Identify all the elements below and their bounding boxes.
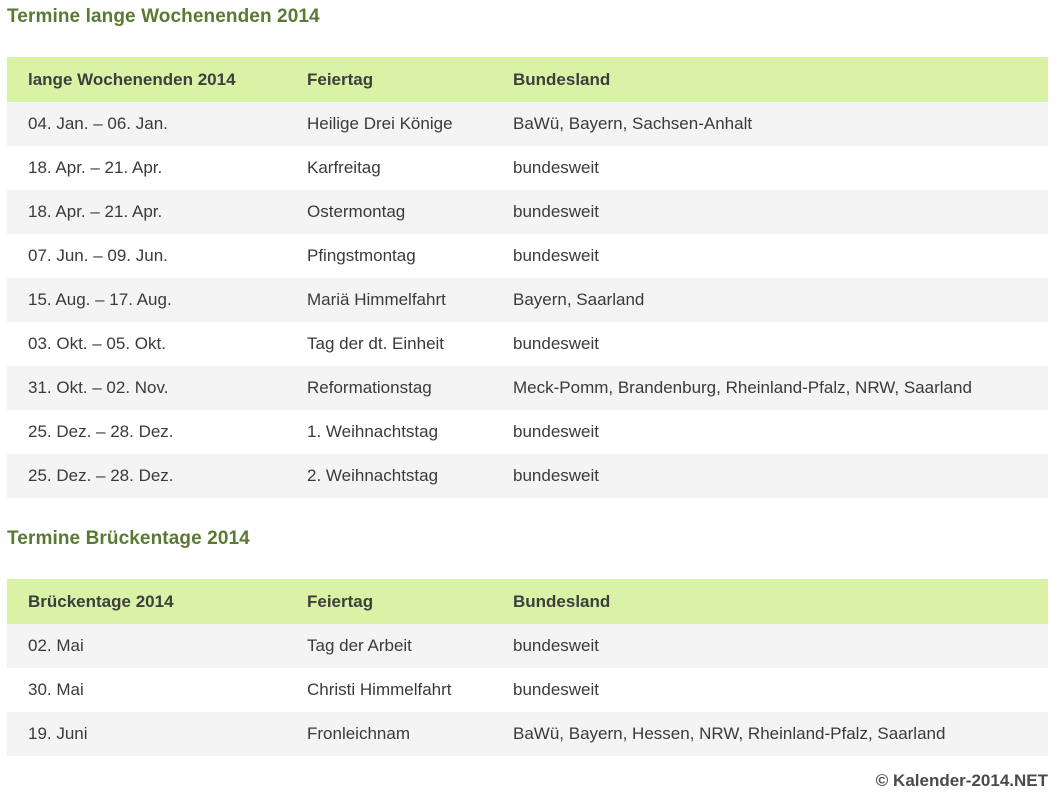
cell-holiday: Fronleichnam	[286, 712, 492, 756]
cell-period: 25. Dez. – 28. Dez.	[7, 454, 286, 498]
cell-state: bundesweit	[492, 234, 1048, 278]
table-row	[7, 454, 1048, 498]
cell-holiday: Tag der Arbeit	[286, 624, 492, 668]
cell-period: 19. Juni	[7, 712, 286, 756]
table-header-row	[7, 579, 1048, 624]
cell-period: 03. Okt. – 05. Okt.	[7, 322, 286, 366]
table-row	[7, 190, 1048, 234]
table-row	[7, 146, 1048, 190]
cell-state: Meck-Pomm, Brandenburg, Rheinland-Pfalz, NRW, Saarland	[492, 366, 1048, 410]
cell-state: bundesweit	[492, 410, 1048, 454]
cell-state: bundesweit	[492, 454, 1048, 498]
cell-holiday: Reformationstag	[286, 366, 492, 410]
cell-holiday: Heilige Drei Könige	[286, 102, 492, 146]
column-header-holiday: Feiertag	[286, 579, 492, 624]
section-title-long-weekends: Termine lange Wochenenden 2014	[7, 6, 320, 27]
column-header-state: Bundesland	[492, 57, 1048, 102]
cell-state: bundesweit	[492, 668, 1048, 712]
bridge-days-table	[7, 579, 1048, 756]
table-row	[7, 410, 1048, 454]
cell-period: 30. Mai	[7, 668, 286, 712]
long-weekends-table	[7, 57, 1048, 498]
cell-period: 07. Jun. – 09. Jun.	[7, 234, 286, 278]
cell-state: bundesweit	[492, 146, 1048, 190]
cell-state: BaWü, Bayern, Sachsen-Anhalt	[492, 102, 1048, 146]
table-row	[7, 366, 1048, 410]
column-header-period: lange Wochenenden 2014	[7, 57, 286, 102]
cell-period: 04. Jan. – 06. Jan.	[7, 102, 286, 146]
table-row	[7, 624, 1048, 668]
cell-holiday: Tag der dt. Einheit	[286, 322, 492, 366]
cell-state: bundesweit	[492, 624, 1048, 668]
cell-holiday: Mariä Himmelfahrt	[286, 278, 492, 322]
cell-state: bundesweit	[492, 190, 1048, 234]
cell-holiday: Christi Himmelfahrt	[286, 668, 492, 712]
column-header-holiday: Feiertag	[286, 57, 492, 102]
table-row	[7, 712, 1048, 756]
copyright-credit: © Kalender-2014.NET	[875, 771, 1048, 790]
cell-period: 31. Okt. – 02. Nov.	[7, 366, 286, 410]
cell-holiday: Ostermontag	[286, 190, 492, 234]
table-row	[7, 278, 1048, 322]
table-row	[7, 102, 1048, 146]
bridge-days-table-body	[7, 624, 1048, 756]
cell-holiday: Karfreitag	[286, 146, 492, 190]
cell-state: bundesweit	[492, 322, 1048, 366]
cell-state: Bayern, Saarland	[492, 278, 1048, 322]
cell-holiday: 1. Weihnachtstag	[286, 410, 492, 454]
cell-holiday: 2. Weihnachtstag	[286, 454, 492, 498]
section-title-bridge-days: Termine Brückentage 2014	[7, 528, 250, 549]
table-row	[7, 322, 1048, 366]
cell-period: 18. Apr. – 21. Apr.	[7, 146, 286, 190]
table-row	[7, 234, 1048, 278]
cell-period: 02. Mai	[7, 624, 286, 668]
table-header-row	[7, 57, 1048, 102]
long-weekends-table-body	[7, 102, 1048, 498]
column-header-state: Bundesland	[492, 579, 1048, 624]
cell-holiday: Pfingstmontag	[286, 234, 492, 278]
column-header-bridge-day: Brückentage 2014	[7, 579, 286, 624]
cell-period: 15. Aug. – 17. Aug.	[7, 278, 286, 322]
cell-period: 18. Apr. – 21. Apr.	[7, 190, 286, 234]
cell-period: 25. Dez. – 28. Dez.	[7, 410, 286, 454]
table-row	[7, 668, 1048, 712]
cell-state: BaWü, Bayern, Hessen, NRW, Rheinland-Pfalz, Saarland	[492, 712, 1048, 756]
